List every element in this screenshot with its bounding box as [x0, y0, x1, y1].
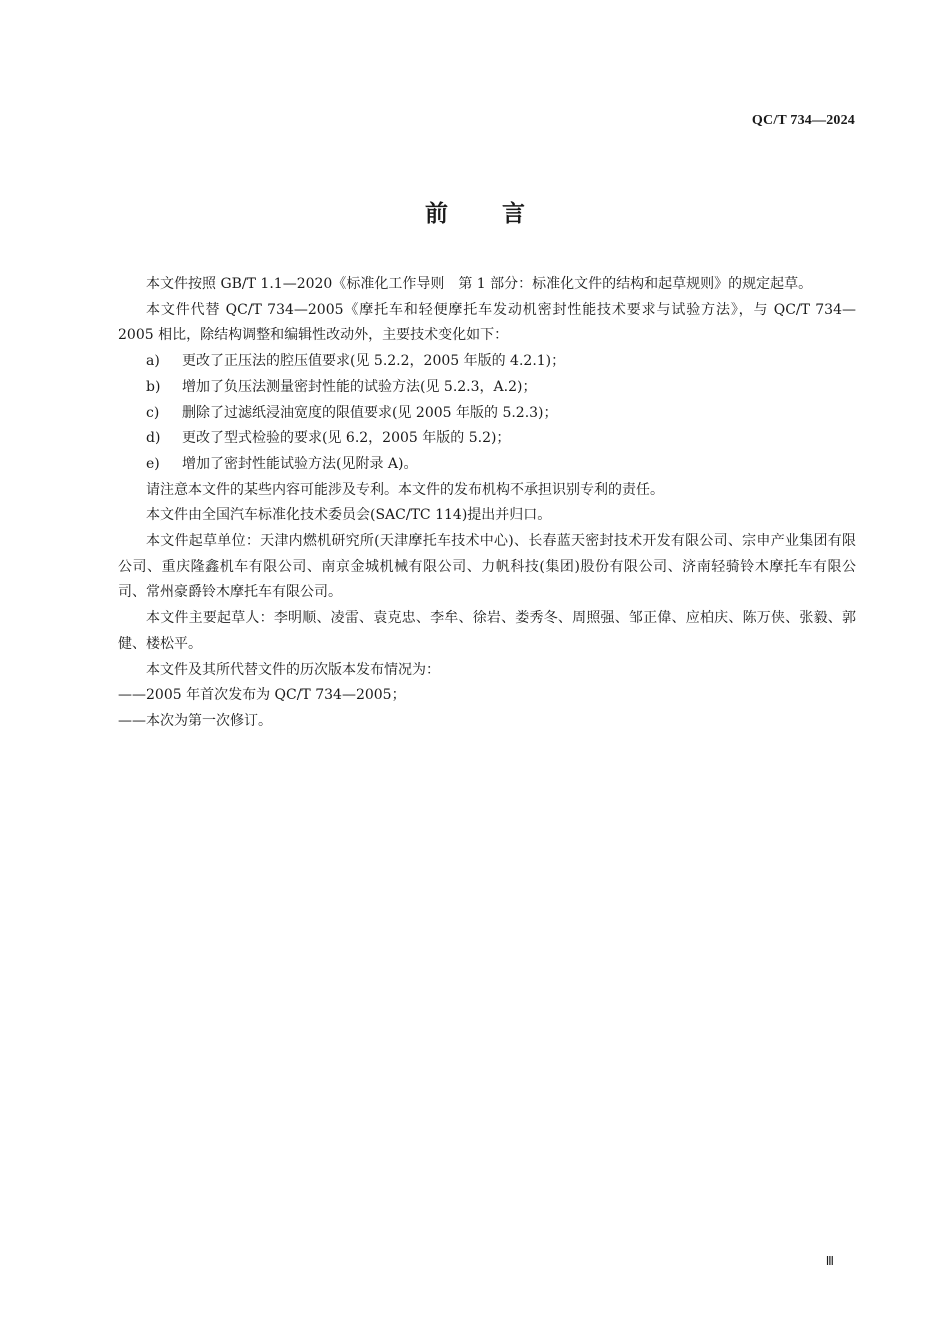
- list-item-text: 删除了过滤纸浸油宽度的限值要求(见 2005 年版的 5.2.3)；: [182, 404, 558, 421]
- paragraph-drafting-units: 本文件起草单位：天津内燃机研究所(天津摩托车技术中心)、长春蓝天密封技术开发有限公司、宗申产业集团有限公司、重庆隆鑫机车有限公司、南京金城机械有限公司、力帆科技(集团)股份有限公司、济南轻骑铃木摩托车有限公司、常州豪爵铃木摩托车有限公司。: [118, 533, 856, 601]
- foreword-body: [118, 272, 856, 735]
- list-marker: e): [146, 455, 160, 472]
- document-code: QC/T 734—2024: [751, 113, 855, 128]
- list-item: [118, 401, 856, 427]
- list-item: [118, 375, 856, 401]
- list-marker: b): [146, 378, 161, 395]
- list-marker: d): [146, 430, 161, 447]
- paragraph-drafters: 本文件主要起草人：李明顺、凌雷、袁克忠、李牟、徐岩、娄秀冬、周照强、邹正偉、应柏庆、陈万侠、张毅、郭健、楼松平。: [118, 610, 856, 652]
- list-item: [118, 349, 856, 375]
- list-marker: a): [146, 353, 160, 370]
- list-item-text: 更改了正压法的腔压值要求(见 5.2.2，2005 年版的 4.2.1)；: [182, 353, 566, 370]
- page-number: Ⅲ: [825, 1254, 834, 1268]
- history-item: ——本次为第一次修订。: [118, 712, 272, 729]
- paragraph-drafting-rules: 本文件按照 GB/T 1.1—2020《标准化工作导则 第 1 部分：标准化文件的结构和起草规则》的规定起草。: [146, 276, 813, 292]
- list-item-text: 更改了型式检验的要求(见 6.2，2005 年版的 5.2)；: [182, 430, 511, 447]
- list-item: [118, 426, 856, 452]
- history-list: [118, 683, 856, 734]
- paragraph-replacement: 本文件代替 QC/T 734—2005《摩托车和轻便摩托车发动机密封性能技术要求与试验方法》，与 QC/T 734—2005 相比，除结构调整和编辑性改动外，主要技术变化如下：: [118, 301, 856, 344]
- changes-list: [118, 349, 856, 478]
- page-title: 前言: [425, 201, 579, 227]
- paragraph-patent-notice: 请注意本文件的某些内容可能涉及专利。本文件的发布机构不承担识别专利的责任。: [146, 481, 664, 498]
- list-marker: c): [146, 404, 160, 421]
- list-item-text: 增加了负压法测量密封性能的试验方法(见 5.2.3，A.2)；: [182, 378, 537, 395]
- paragraph-committee: 本文件由全国汽车标准化技术委员会(SAC/TC 114)提出并归口。: [146, 507, 552, 524]
- paragraph-history-intro: 本文件及其所代替文件的历次版本发布情况为：: [146, 661, 440, 678]
- list-item-text: 增加了密封性能试验方法(见附录 A)。: [182, 455, 418, 472]
- history-item: ——2005 年首次发布为 QC/T 734—2005；: [118, 687, 406, 704]
- list-item: [118, 452, 856, 478]
